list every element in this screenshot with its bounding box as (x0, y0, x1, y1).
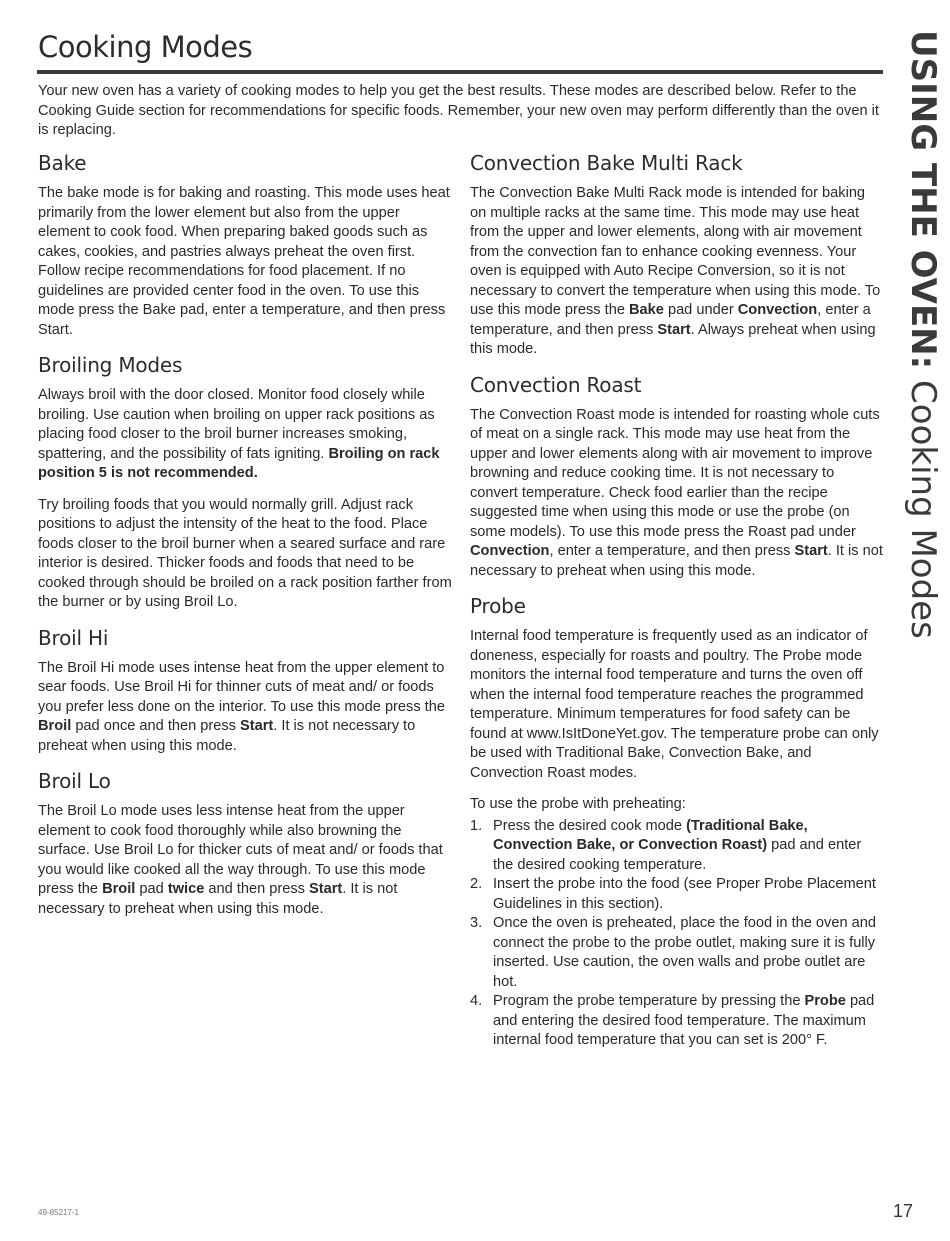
conv-bake-start: Start (657, 321, 691, 338)
broil-lo-text-4: . It is not necessary to preheat when using this mode. (38, 881, 398, 917)
broiling-heading: Broiling Modes (38, 353, 183, 377)
conv-bake-text-4: . Always preheat when using this mode. (470, 321, 876, 357)
conv-roast-text-3: . It is not necessary to preheat when using this mode. (470, 543, 883, 579)
step-1-text: Press the desired cook mode (493, 817, 683, 834)
footer-document-code: 49-85217-1 (38, 1208, 79, 1217)
step-4-text-2: pad and entering the desired food temperature. The maximum internal food temperature that you can set is 200° F. (493, 993, 875, 1048)
probe-section (470, 593, 884, 1051)
conv-bake-text: The Convection Bake Multi Rack mode is intended for baking on multiple racks at the same time. This mode may use heat from the upper and lower elements, along with air movement from the convection fan to enhance cooking evenness. Your oven is equipped with Auto Recipe Conversion, so it is not necessary to convert the temperature when using this mode. To use this mode press the (470, 185, 881, 318)
step-3-text: Once the oven is preheated, place the food in the oven and connect the probe to the probe outlet, making sure it is fully inserted. Use caution, the oven walls and probe outlet are hot. (493, 915, 876, 990)
broil-lo-text-3: and then press (208, 881, 305, 897)
convection-bake-body (470, 184, 884, 360)
side-tab-light: Cooking Modes (903, 369, 943, 639)
probe-body: Internal food temperature is frequently used as an indicator of doneness, especially for roasts and poultry. The Probe mode monitors the internal food temperature and turns the oven off when the internal food temperature reaches the programmed temperature. Minimum temperatures for food safety can be found at www.IsItDoneYet.gov. The temperature probe can only be used with Traditional Bake, Convection Bake, and Convection Roast modes. (470, 628, 879, 781)
broil-hi-text: The Broil Hi mode uses intense heat from the upper element to sear foods. Use Broil Hi for thinner cuts of meat and/ or foods you prefer less done on the interior. To use this mode press the (38, 659, 445, 715)
step-2-text: Insert the probe into the food (see Proper Probe Placement Guidelines in this section). (493, 876, 876, 912)
conv-roast-convection: Convection (470, 543, 550, 559)
conv-roast-start: Start (794, 543, 828, 559)
convection-bake-heading: Convection Bake Multi Rack (470, 151, 743, 175)
step-number: 2. (470, 876, 483, 892)
broil-hi-section (38, 625, 452, 757)
broil-lo-start: Start (309, 881, 343, 897)
broil-lo-twice: twice (167, 881, 205, 897)
page-title: Cooking Modes (38, 30, 253, 64)
conv-bake-text-3: , enter a temperature, and then press (470, 302, 871, 338)
broil-lo-body (38, 802, 452, 919)
broil-hi-body (38, 659, 452, 757)
conv-roast-text: The Convection Roast mode is intended for roasting whole cuts of meat on a single rack. This mode may use heat from the upper and lower elements along with air movement to improve browning and reduce cooking time. It is not necessary to convert temperature. Check food earlier than the recipe suggested time when using this mode or use the probe (on some models). To use this mode press the Roast pad under (470, 406, 880, 540)
bake-body: The bake mode is for baking and roasting. This mode uses heat primarily from the lower element but also from the upper element to cook food. When preparing baked goods such as cakes, cookies, and pastries always preheat the oven first. Follow recipe recommendations for food placement. If no guidelines are provided center food in the oven. To use this mode press the Bake pad, enter a temperature, and then press Start. (38, 185, 450, 338)
left-column (38, 150, 452, 931)
broil-hi-start: Start (240, 718, 274, 734)
step-number: 4. (470, 993, 483, 1009)
convection-roast-section (470, 372, 884, 582)
broil-lo-section (38, 768, 452, 919)
conv-bake-convection: Convection (737, 302, 818, 318)
title-rule (37, 70, 883, 74)
conv-bake-text-2: pad under (667, 302, 734, 318)
page-number: 17 (893, 1201, 914, 1221)
bake-heading: Bake (38, 151, 87, 175)
probe-heading: Probe (470, 594, 526, 618)
step-number: 3. (470, 915, 483, 931)
step-1-text-2: pad and enter the desired cooking temperature. (493, 837, 862, 873)
step-4-text: Program the probe temperature by pressing the (493, 993, 801, 1009)
step-1-modes: (Traditional Bake, Convection Bake, or Convection Roast) (493, 817, 808, 853)
right-column (470, 150, 884, 1053)
broil-hi-text-3: . It is not necessary to preheat when using this mode. (38, 718, 416, 754)
broil-lo-heading: Broil Lo (38, 769, 111, 793)
list-item (470, 875, 884, 914)
list-item (470, 914, 884, 992)
side-tab-bold: USING THE OVEN: (903, 30, 943, 370)
broil-hi-pad: Broil (38, 718, 72, 734)
list-item (470, 817, 884, 876)
list-item (470, 992, 884, 1051)
intro-paragraph: Your new oven has a variety of cooking modes to help you get the best results. These modes are described below. Refer to the Cooking Guide section for recommendations for specific foods. Remember, your new oven may perform differently than the oven it is replacing. (38, 83, 879, 138)
side-tab-label (903, 30, 943, 639)
probe-steps-intro: To use the probe with preheating: (470, 796, 686, 812)
broiling-paragraph-1 (38, 386, 452, 484)
probe-steps-list (470, 817, 884, 1051)
conv-roast-text-2: , enter a temperature, and then press (549, 543, 791, 559)
broiling-p1-text: Always broil with the door closed. Monitor food closely while broiling. Use caution when broiling on upper rack positions as placing food closer to the broil burner increases smoking, spattering, and the possibility of fats igniting. (38, 387, 435, 462)
broiling-paragraph-2: Try broiling foods that you would normally grill. Adjust rack positions to adjust the intensity of the heat to the food. Place foods closer to the broil burner when a seared surface and rare interior is desired. Thicker foods and foods that need to be cooked through should be broiled on a rack position farther from the burner or by using Broil Lo. (38, 496, 452, 610)
broiling-section (38, 352, 452, 613)
broil-lo-pad: Broil (102, 881, 136, 897)
bake-section (38, 150, 452, 340)
convection-roast-heading: Convection Roast (470, 372, 642, 397)
broil-hi-text-2: pad once and then press (75, 718, 236, 734)
conv-bake-pad: Bake (629, 302, 664, 318)
broiling-warning: Broiling on rack position 5 is not recommended. (38, 445, 440, 481)
convection-roast-body (470, 406, 884, 582)
broil-lo-text: The Broil Lo mode uses less intense heat from the upper element to cook food thoroughly while also browning the surface. Use Broil Lo for thicker cuts of meat and/ or foods that you would like cooked all the way through. To use this mode press the (38, 803, 443, 897)
convection-bake-section (470, 150, 884, 360)
broil-hi-heading: Broil Hi (38, 625, 109, 650)
step-number: 1. (470, 817, 483, 834)
step-4-probe: Probe (804, 993, 846, 1009)
broil-lo-text-2: pad (139, 881, 164, 897)
